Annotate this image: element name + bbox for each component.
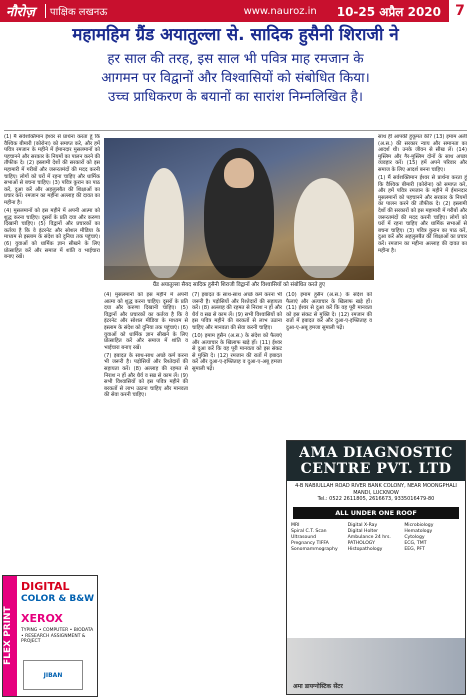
ad-band: ALL UNDER ONE ROOF <box>293 507 459 519</box>
service-item: ECG, TMT <box>404 540 427 546</box>
service-item: Pregnancy TIFFA <box>291 540 329 546</box>
article-column-2 <box>104 292 188 696</box>
ad-title <box>287 441 465 481</box>
ad-address-text: 4-B NABIULLAH ROAD RIVER BANK COLONY, NEAR MOONGPHALI MANDI, LUCKNOW <box>295 483 457 496</box>
photo-caption: ग्रैंड अयातुल्ला सैयद सादिक हुसैनी शिराजी विद्वानों और विश्वासियों को संबोधित करते हुए <box>152 282 326 288</box>
page-number: 7 <box>449 0 471 22</box>
newspaper-logo: नौरोज़ <box>6 5 35 20</box>
service-item: Digital Holter <box>347 528 379 534</box>
issue-date: 10-25 अप्रैल 2020 <box>336 4 441 19</box>
edition-label: पाक्षिक लखनऊ <box>49 7 108 18</box>
diagnostic-centre-ad[interactable] <box>286 440 466 695</box>
service-item: Digital X-Ray <box>347 522 378 528</box>
article-subheading <box>4 50 467 107</box>
ad-title-line-2: CENTRE PVT. LTD <box>300 461 452 477</box>
column-text-continued: (7) इबादत के साथ-साथ अच्छे कर्म करना भी जरूरी है। पड़ोसियों और रिश्तेदारों की सहायता करें। (8) अल्लाह की रहमत से निराश न हों और धैर्य व सब्र से काम लें। (9) सभी विश्वासियों को इस पवित्र महीने की बरकतों से लाभ उठाना चाहिए और मानवता की सेवा करनी चाहिए। <box>104 352 188 399</box>
service-item: Sonomammography <box>291 546 338 552</box>
header-divider <box>4 130 467 131</box>
column-text: (1) मैं सर्वशक्तिमान ईश्वर से प्रार्थना करता हूं कि वैश्विक बीमारी (कोरोना) को समाप्त करे, और हमें पवित्र रमजान के महीने में ईमानदार मुसलमानों को पहचानने और सरकार के नियमों का पालन करने की तौफीक दे। (2) इस्लामी देशों की सरकारों को इस महामारी में गरीबों और जरूरतमंदों की मदद करनी चाहिए। लोगों को घरों में रहना चाहिए और धार्मिक सभाओं से बचना चाहिए। (3) पवित्र कुरान का पाठ करें, दुआ करें और अहलुलबैत की शिक्षाओं का प्रचार करें। रमजान का महीना अल्लाह की दावत का महीना है। <box>4 134 100 206</box>
column-text: (4) मुसलमानों को इस महीने में अपनी आत्मा को शुद्ध करना चाहिए। दूसरों के प्रति दया और करुणा दिखानी चाहिए। (5) विद्वानों और प्रचारकों का कर्तव्य है कि वे इंटरनेट और सोशल मीडिया के माध्यम से इस्लाम के संदेश को दुनिया तक पहुंचाएं। (6) युवाओं को धार्मिक ज्ञान सीखने के लिए प्रोत्साहित करें और समाज में शांति व भाईचारा बनाए रखें। <box>104 292 188 351</box>
ad-phone: Tel.: 0522 2611805, 2616673, 9335016479-80 <box>317 496 435 502</box>
service-item: Ultrasound <box>291 534 317 540</box>
article-headline: महामहिम ग्रैंड अयातुल्ला से. सादिक हुसैनी शिराजी ने <box>72 25 399 45</box>
ad-title-line-1: AMA DIAGNOSTIC <box>299 445 453 461</box>
ad-services-list <box>287 521 465 555</box>
ad-logo: JIBAN <box>23 660 83 690</box>
service-item: EEG, PFT <box>404 546 425 552</box>
service-item: Cytology <box>404 534 425 540</box>
service-item: Microbiology <box>404 522 434 528</box>
ad-digital-label: DIGITAL <box>21 580 70 593</box>
masthead-bar <box>0 0 471 22</box>
column-text: (10) इमाम हुसैन (अ.स.) के संदेश को फैलाएं और अत्याचार के खिलाफ खड़े हों। (11) ईश्वर से दुआ करें कि वह पूरी मानवता को इस संकट से मुक्ति दे। (12) रमजान की रातों में इबादत करें और दुआ-ए-इफ्तिताह व दुआ-ए-अबू हमजा सुमाली पढ़ें। <box>286 292 372 331</box>
service-item: MRI <box>291 522 300 528</box>
service-item: Hematology <box>404 528 433 534</box>
article-column-1 <box>4 134 100 572</box>
ad-footer-label: अमा डायग्नोस्टिक सेंटर <box>293 683 343 690</box>
article-column-3 <box>192 292 282 696</box>
article-column-4 <box>286 292 372 436</box>
column-text-continued: (10) इमाम हुसैन (अ.स.) के संदेश को फैलाएं और अत्याचार के खिलाफ खड़े हों। (11) ईश्वर से दुआ करें कि वह पूरी मानवता को इस संकट से मुक्ति दे। (12) रमजान की रातों में इबादत करें और दुआ-ए-इफ्तिताह व दुआ-ए-अबू हमजा सुमाली पढ़ें। <box>192 333 282 373</box>
subheading-line-2: आगमन पर विद्वानों और विश्वासियों को संबोधित किया। <box>101 70 370 86</box>
service-item: Spiral C.T. Scan <box>291 528 327 534</box>
photo-figure <box>294 178 354 278</box>
column-text-continued: (4) मुसलमानों को इस महीने में अपनी आत्मा को शुद्ध करना चाहिए। दूसरों के प्रति दया और करुणा दिखानी चाहिए। (5) विद्वानों और प्रचारकों का कर्तव्य है कि वे इंटरनेट और सोशल मीडिया के माध्यम से इस्लाम के संदेश को दुनिया तक पहुंचाएं। (6) युवाओं को धार्मिक ज्ञान सीखने के लिए प्रोत्साहित करें और समाज में शांति व भाईचारा बनाए रखें। <box>4 208 100 261</box>
article-photo <box>104 138 374 280</box>
service-item: PATHOLOGY <box>347 540 375 546</box>
photo-figure <box>144 168 184 278</box>
service-item: Histopathology <box>347 546 383 552</box>
column-text-continued: (1) मैं सर्वशक्तिमान ईश्वर से प्रार्थना करता हूं कि वैश्विक बीमारी (कोरोना) को समाप्त करे, और हमें पवित्र रमजान के महीने में ईमानदार मुसलमानों को पहचानने और सरकार के नियमों का पालन करने की तौफीक दे। (2) इस्लामी देशों की सरकारों को इस महामारी में गरीबों और जरूरतमंदों की मदद करनी चाहिए। लोगों को घरों में रहना चाहिए और धार्मिक सभाओं से बचना चाहिए। (3) पवित्र कुरान का पाठ करें, दुआ करें और अहलुलबैत की शिक्षाओं का प्रचार करें। रमजान का महीना अल्लाह की दावत का महीना है। <box>378 175 467 254</box>
ad-address <box>287 481 465 505</box>
photo-shadow <box>104 266 374 280</box>
ad-equipment-image <box>287 638 465 694</box>
column-text: (7) इबादत के साथ-साथ अच्छे कर्म करना भी जरूरी है। पड़ोसियों और रिश्तेदारों की सहायता करें। (8) अल्लाह की रहमत से निराश न हों और धैर्य व सब्र से काम लें। (9) सभी विश्वासियों को इस पवित्र महीने की बरकतों से लाभ उठाना चाहिए और मानवता की सेवा करनी चाहिए। <box>192 292 282 331</box>
ad-vertical-label: FLEX PRINT <box>3 576 17 696</box>
ad-xerox-label: XEROX <box>21 612 63 625</box>
column-text: साथ ही आपकी हुकूमत की? (13) इमाम अली (अ.स.) की सरकार न्याय और समानता का आदर्श थी। उनके जीवन से सीख लें। (14) मुस्लिम और गैर-मुस्लिम दोनों के साथ अच्छा व्यवहार करें। (15) हमें अपने परिवार और समाज के लिए आदर्श बनना चाहिए। <box>378 134 467 173</box>
ad-color-label: COLOR & B&W <box>21 594 95 604</box>
flex-print-ad[interactable] <box>2 575 98 697</box>
masthead-divider <box>45 4 46 18</box>
ad-services-text: TYPING • COMPUTER • BIODATA • RESEARCH ASSIGNMENT & PROJECT <box>21 628 94 644</box>
service-item: Ambulance 24 hrs. <box>347 534 391 540</box>
subheading-line-1: हर साल की तरह, इस साल भी पवित्र माह रमजान के <box>107 51 364 67</box>
website-url[interactable]: www.nauroz.in <box>243 5 317 17</box>
article-column-5 <box>378 134 467 436</box>
subheading-line-3: उच्च प्राधिकरण के बयानों का सारांश निम्नलिखित है। <box>107 89 363 105</box>
photo-figure <box>224 158 254 188</box>
